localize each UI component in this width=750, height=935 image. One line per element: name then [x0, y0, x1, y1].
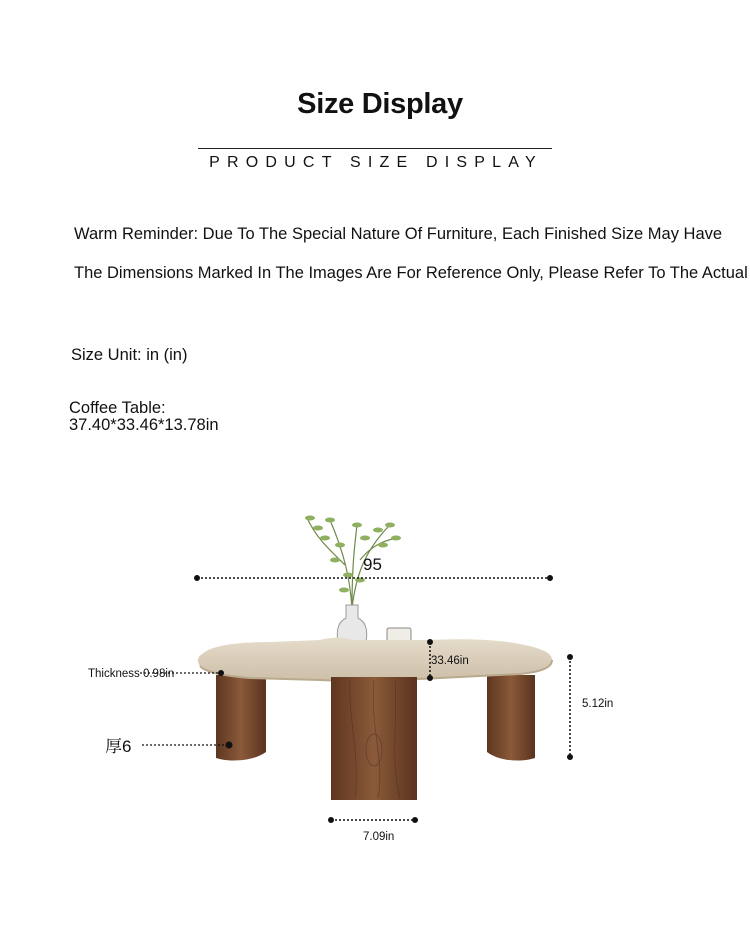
product-name: Coffee Table: — [69, 399, 166, 417]
reminder-line-1: Warm Reminder: Due To The Special Nature Of Furniture, Each Finished Size May Have — [74, 225, 723, 243]
title-divider — [198, 148, 552, 149]
height-dimension — [567, 654, 613, 760]
width-label: 95 — [363, 555, 382, 574]
table-leg-left — [216, 675, 266, 760]
table-leg-right — [487, 675, 535, 760]
width-dimension — [194, 555, 553, 581]
leg-width-dimension — [328, 817, 418, 843]
thickness-label: Thickness 0.98in — [88, 668, 175, 680]
table-leg-center — [331, 677, 417, 800]
height-label: 5.12in — [582, 698, 614, 710]
reminder-line-2: The Dimensions Marked In The Images Are For Reference Only, Please Refer To The Actual — [74, 264, 748, 282]
depth-label: 33.46in — [431, 655, 469, 667]
page-subtitle: PRODUCT SIZE DISPLAY — [209, 154, 543, 171]
product-dimensions: 37.40*33.46*13.78in — [69, 416, 219, 434]
leg-width-label: 7.09in — [363, 831, 395, 843]
page-title: Size Display — [297, 88, 463, 120]
leg-thickness-label: 厚6 — [105, 737, 132, 756]
coffee-table-diagram — [0, 480, 750, 860]
leg-thickness-callout — [105, 737, 233, 756]
size-unit-label: Size Unit: in (in) — [71, 346, 188, 364]
plant-illustration — [305, 516, 401, 609]
